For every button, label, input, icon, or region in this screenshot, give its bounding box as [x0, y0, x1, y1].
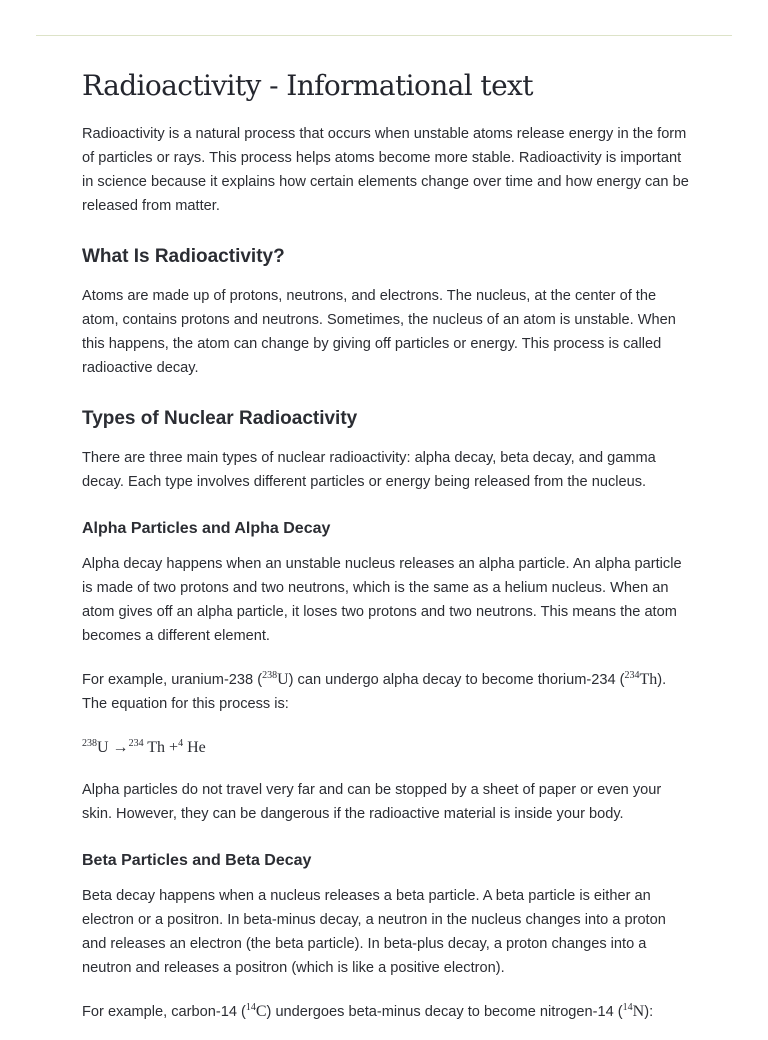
nitrogen-symbol: [623, 1003, 645, 1020]
term: U →: [97, 739, 129, 756]
alpha-paragraph: Alpha decay happens when an unstable nucleus releases an alpha particle. An alpha particle is made of two protons and two neutrons, which is the same as a helium nucleus. When an atom gives off an alpha particle, it loses two protons and two neutrons. This means the atom becomes a different element.: [82, 556, 682, 644]
mass-number: 238: [262, 670, 278, 681]
term: He: [183, 739, 206, 756]
term: Th +: [143, 739, 179, 756]
element: Th: [639, 671, 658, 688]
section-heading-what-is: What Is Radioactivity?: [82, 246, 285, 267]
mass-number: 4: [178, 738, 184, 749]
intro-paragraph: Radioactivity is a natural process that occurs when unstable atoms release energy in the form of particles or rays. This process helps atoms become more stable. Radioactivity is important in science because it explains how certain elements change over time and how energy can be released from matter.: [82, 126, 689, 214]
alpha-example-paragraph: [82, 664, 692, 716]
mass-number: 14: [245, 1002, 256, 1013]
top-divider: [36, 35, 732, 36]
text: ). The equation for this process is:: [82, 672, 667, 712]
subheading-alpha: Alpha Particles and Alpha Decay: [82, 520, 331, 537]
text: ) undergoes beta-minus decay to become nitrogen-14 (: [266, 1004, 623, 1020]
alpha-range-paragraph: Alpha particles do not travel very far and can be stopped by a sheet of paper or even your skin. However, they can be dangerous if the radioactive material is inside your body.: [82, 782, 662, 822]
text: ) can undergo alpha decay to become thorium-234 (: [288, 672, 625, 688]
beta-example-paragraph: [82, 996, 692, 1024]
uranium-symbol: [262, 671, 289, 688]
element: C: [255, 1003, 267, 1020]
element: U: [277, 671, 289, 688]
section-heading-types: Types of Nuclear Radioactivity: [82, 408, 358, 429]
mass-number: 234: [128, 738, 144, 749]
article: [82, 64, 692, 1040]
subheading-beta: Beta Particles and Beta Decay: [82, 852, 312, 869]
text: For example, uranium-238 (: [82, 672, 263, 688]
mass-number: 238: [82, 738, 97, 749]
element: N: [632, 1003, 645, 1020]
carbon-symbol: [246, 1003, 267, 1020]
text: For example, carbon-14 (: [82, 1004, 246, 1020]
mass-number: 14: [622, 1002, 633, 1013]
thorium-symbol: [625, 671, 658, 688]
beta-paragraph: Beta decay happens when a nucleus releases a beta particle. A beta particle is either an electron or a positron. In beta-minus decay, a neutron in the nucleus changes into a proton and releases an electron (the beta particle). In beta-plus decay, a proton changes into a neutron and releases a positron (which is like a positive electron).: [82, 888, 666, 976]
what-is-paragraph: Atoms are made up of protons, neutrons, and electrons. The nucleus, at the center of the atom, contains protons and neutrons. Sometimes, the nucleus of an atom is unstable. When this happens, the atom can change by giving off particles or energy. This process is called radioactive decay.: [82, 288, 676, 376]
mass-number: 234: [624, 670, 640, 681]
text: ):: [644, 1004, 654, 1020]
page-title: Radioactivity - Informational text: [82, 69, 533, 102]
types-paragraph: There are three main types of nuclear radioactivity: alpha decay, beta decay, and gamma decay. Each type involves different particles or energy being released from the nucleus.: [82, 450, 656, 490]
alpha-decay-equation: [82, 732, 692, 760]
